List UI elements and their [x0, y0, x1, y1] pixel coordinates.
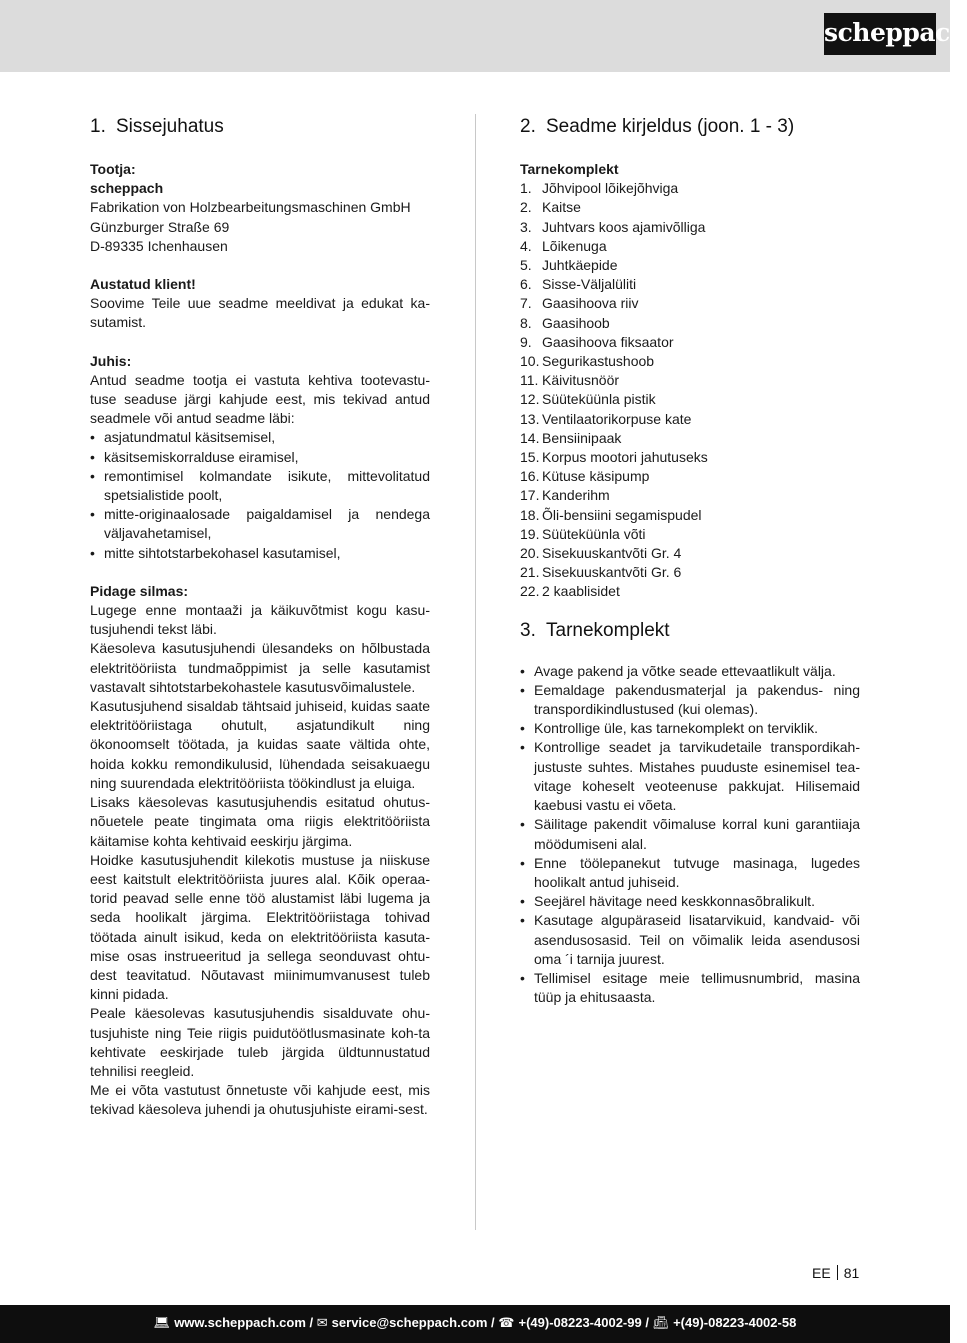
fax-icon: 📠︎ — [652, 1315, 670, 1330]
list-item: • remontimisel kolmandate isikute, mittevolitatud spetsialistide poolt, — [90, 467, 430, 505]
section-1-heading — [90, 114, 430, 140]
attention-paragraph: Me ei võta vastutust õnnetuste või kahjude eest, mis tekivad käesoleva juhendi ja ohutusjuhiste eirami-sest. — [90, 1082, 430, 1118]
footer-bar — [0, 1305, 950, 1343]
footer-website: www.scheppach.com / — [174, 1315, 314, 1330]
scheppach-logo: scheppach — [824, 13, 936, 55]
list-item: 13. Ventilaatorikorpuse kate — [520, 410, 692, 427]
list-item: 6. Sisse-Väljalüliti — [520, 276, 637, 293]
page-number-value: 81 — [843, 1265, 860, 1281]
manufacturer-street: Günzburger Straße 69 — [90, 218, 230, 235]
list-item: • Tellimisel esitage meie tellimusnumbrid, masina tüüp ja ehitusaasta. — [520, 969, 860, 1007]
page-number-separator — [837, 1265, 838, 1280]
phone-icon: ☎︎ — [498, 1315, 515, 1330]
manufacturer-name: scheppach — [90, 180, 164, 197]
footer-fax: +(49)-08223-4002-58 — [673, 1315, 797, 1330]
customer-label: Austatud klient! — [90, 276, 196, 293]
list-item: • Kasutage algupäraseid lisatarvikuid, kandvaid- või asendusosasid. Teil on võimalik leida asendusosi oma ´i tarnija juurest. — [520, 911, 860, 969]
list-item: • asjatundmatul käsitsemisel, — [90, 428, 430, 447]
delivery-label: Tarnekomplekt — [520, 161, 619, 177]
list-item: • Säilitage pakendit võimaluse korral kuni garantiiaja möödumiseni alal. — [520, 815, 860, 853]
email-icon: ✉︎ — [316, 1315, 328, 1330]
list-item: 4. Lõikenuga — [520, 237, 607, 254]
list-item: 9. Gaasihoova fiksaator — [520, 333, 674, 350]
list-item: 19. Süüteküünla võti — [520, 525, 646, 542]
section-2-heading — [520, 114, 860, 140]
section-3-heading — [520, 618, 860, 644]
list-item: 14. Bensiinipaak — [520, 429, 622, 446]
footer-phone: +(49)-08223-4002-99 / — [518, 1315, 649, 1330]
list-item: • käsitsemiskorralduse eiramisel, — [90, 448, 430, 467]
list-item: 18. Õli-bensiini segamispudel — [520, 506, 702, 523]
attention-paragraph: Käesoleva kasutusjuhendi ülesandeks on hõlbustada elektritööriista tundmaõppimist ja selle kasutamist vastavalt sihtotstarbekohastele kasutusvõimalustele. — [90, 640, 430, 695]
left-column — [90, 114, 430, 1120]
section-2-number: 2. — [520, 116, 536, 137]
page-language: EE — [812, 1265, 831, 1281]
computer-icon: 💻︎ — [153, 1315, 171, 1330]
list-item: • Eemaldage pakendusmaterjal ja pakendus- ning transpordikindlustused (kui olemas). — [520, 681, 860, 719]
list-item: • mitte sihtotstarbekohasel kasutamisel, — [90, 544, 430, 563]
manufacturer-company: Fabrikation von Holzbearbeitungsmaschinen GmbH — [90, 199, 411, 216]
parts-list — [520, 179, 860, 601]
list-item: 3. Juhtvars koos ajamivõlliga — [520, 218, 706, 235]
list-item: • Avage pakend ja võtke seade ettevaatlikult välja. — [520, 662, 860, 681]
list-item: 2. Kaitse — [520, 199, 581, 216]
attention-label: Pidage silmas: — [90, 582, 189, 599]
list-item: 12. Süüteküünla pistik — [520, 391, 656, 408]
list-item: 7. Gaasihoova riiv — [520, 295, 639, 312]
customer-text: Soovime Teile uue seadme meeldivat ja edukat ka-sutamist. — [90, 295, 430, 331]
list-item: 21. Sisekuuskantvõti Gr. 6 — [520, 564, 682, 581]
list-item: 5. Juhtkäepide — [520, 257, 618, 274]
page-number — [812, 1265, 859, 1281]
manufacturer-city: D-89335 Ichenhausen — [90, 237, 228, 254]
note-text: Antud seadme tootja ei vastuta kehtiva tootevastu-tuse seaduse järgi kahjude eest, mis tekivad antud seadmele või antud seadme läbi: — [90, 371, 430, 427]
attention-paragraph: Kasutusjuhend sisaldab tähtsaid juhiseid, kuidas saate elektritööriistaga ohutult, asjatundikult ning ökonoomselt töötada, ja kuidas saate vältida ohte, hoida kokku remondikulusid, lühendada seisakuaegu ning suurendada elektritööriista töökindlust ja eluiga. — [90, 698, 430, 791]
list-item: 20. Sisekuuskantvõti Gr. 4 — [520, 545, 682, 562]
attention-paragraph: Peale käesolevas kasutusjuhendis sisalduvate ohu-tusjuhiste ning Teie riigis puidutöötlusmasinate koh-ta kehtivate eeskirjade tuleb järgida üldtunnustatud tehnilisi reegleid. — [90, 1005, 430, 1079]
list-item: 17. Kanderihm — [520, 487, 610, 504]
list-item: • Seejärel hävitage need keskkonnasõbralikult. — [520, 892, 860, 911]
section-3-number: 3. — [520, 619, 536, 641]
list-item: 15. Korpus mootori jahutuseks — [520, 449, 708, 466]
section-2-title: Seadme kirjeldus (joon. 1 - 3) — [546, 116, 795, 137]
footer-email: service@scheppach.com / — [331, 1315, 495, 1330]
note-bullet-list — [90, 428, 430, 562]
section-3-title: Tarnekomplekt — [546, 619, 670, 641]
top-bar — [0, 0, 967, 72]
attention-paragraph: Lugege enne montaaži ja käikuvõtmist kogu kasu-tusjuhendi tekst läbi. — [90, 602, 430, 638]
list-item: 8. Gaasihoob — [520, 314, 610, 331]
column-divider — [475, 114, 476, 1230]
list-item: 10. Segurikastushoob — [520, 353, 655, 370]
list-item: 16. Kütuse käsipump — [520, 468, 650, 485]
attention-paragraph: Hoidke kasutusjuhendit kilekotis mustuse ja niiskuse eest kaitstult elektritööriista juures alal. Kõik operaa-torid peavad selle enne töö alustamist läbi lugema ja seda hoolikalt järgima. Elektritööriistaga tohivad töötada ainult isikud, keda on elektritööriista kasuta-mise osas instrueeritud ja sellega seonduvast ohtu-dest teavitatud. Nõutavast miinimumvanusest tuleb kinni pidada. — [90, 851, 430, 1003]
note-label: Juhis: — [90, 352, 132, 369]
list-item: • Enne töölepanekut tutvuge masinaga, lugedes hoolikalt antud juhiseid. — [520, 854, 860, 892]
list-item: 1. Jõhvipool lõikejõhviga — [520, 180, 679, 197]
list-item: 11. Käivitusnöör — [520, 372, 620, 389]
section-1-number: 1. — [90, 116, 106, 137]
section-1-title: Sissejuhatus — [116, 116, 224, 137]
list-item: • Kontrollige üle, kas tarnekomplekt on terviklik. — [520, 719, 860, 738]
attention-paragraph: Lisaks käesolevas kasutusjuhendis esitatud ohutus-nõuetele peate tingimata oma riigis elektritööriista käitamise kohta kehtivaid eeskirju järgima. — [90, 794, 430, 849]
right-column — [520, 114, 860, 1007]
list-item: • Kontrollige seadet ja tarvikudetaile transpordikah-justuste suhtes. Mistahes puuduste esinemisel tea-vitage koheselt veoteenuse pakkujat. Hilisemaid kaebusi vastu ei võeta. — [520, 738, 860, 815]
delivery-bullet-list — [520, 662, 860, 1008]
list-item: 22. 2 kaablisidet — [520, 583, 620, 600]
list-item: • mitte-originaalosade paigaldamisel ja nendega väljavahetamisel, — [90, 505, 430, 543]
manufacturer-label: Tootja: — [90, 161, 136, 177]
